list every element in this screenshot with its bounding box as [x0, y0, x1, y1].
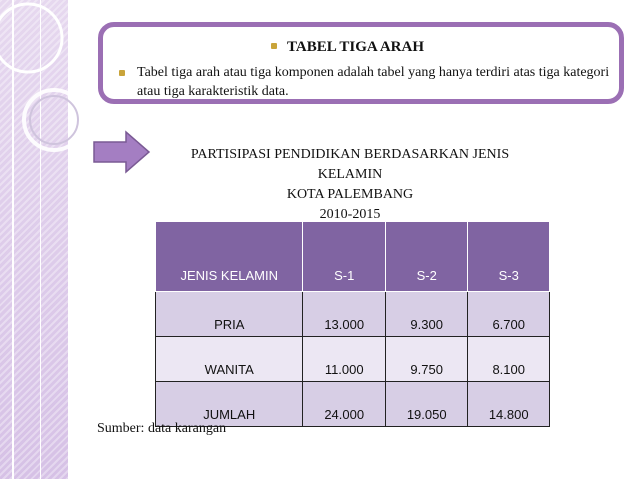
table-cell: 8.100 [468, 337, 550, 382]
caption-line: KOTA PALEMBANG [286, 187, 414, 202]
deco-circle [0, 4, 62, 72]
deco-circle [30, 96, 78, 144]
table-header-row [156, 222, 550, 292]
table-row [156, 292, 550, 337]
data-table [155, 221, 550, 427]
table-cell: 6.700 [468, 292, 550, 337]
deco-circle [24, 90, 84, 150]
callout-body [119, 63, 615, 101]
callout-heading [271, 39, 424, 56]
table-row [156, 382, 550, 427]
table-cell: 14.800 [468, 382, 550, 427]
definition-callout [98, 22, 624, 104]
square-bullet-icon [271, 43, 277, 49]
caption-line: 2010-2015 [319, 207, 381, 222]
column-header: S-2 [385, 222, 467, 292]
column-header: JENIS KELAMIN [156, 222, 303, 292]
table-row [156, 337, 550, 382]
callout-heading-text: TABEL TIGA ARAH [287, 39, 424, 55]
column-header: S-1 [303, 222, 385, 292]
table-cell: 24.000 [303, 382, 385, 427]
caption-line: KELAMIN [317, 167, 383, 182]
table-caption [160, 145, 540, 225]
square-bullet-icon [119, 70, 125, 76]
table-cell: JUMLAH [156, 382, 303, 427]
caption-line: PARTISIPASI PENDIDIKAN BERDASARKAN JENIS [190, 147, 510, 162]
callout-body-text: Tabel tiga arah atau tiga komponen adalah tabel yang hanya terdiri atas tiga kategori atau tiga karakteristik data. [137, 65, 610, 99]
source-note: Sumber: data karangan [97, 421, 227, 436]
right-arrow-icon [92, 130, 152, 174]
table-cell: 13.000 [303, 292, 385, 337]
table-cell: WANITA [156, 337, 303, 382]
table-cell: 9.750 [385, 337, 467, 382]
table-cell: PRIA [156, 292, 303, 337]
table-cell: 11.000 [303, 337, 385, 382]
column-header: S-3 [468, 222, 550, 292]
table-cell: 19.050 [385, 382, 467, 427]
table-cell: 9.300 [385, 292, 467, 337]
